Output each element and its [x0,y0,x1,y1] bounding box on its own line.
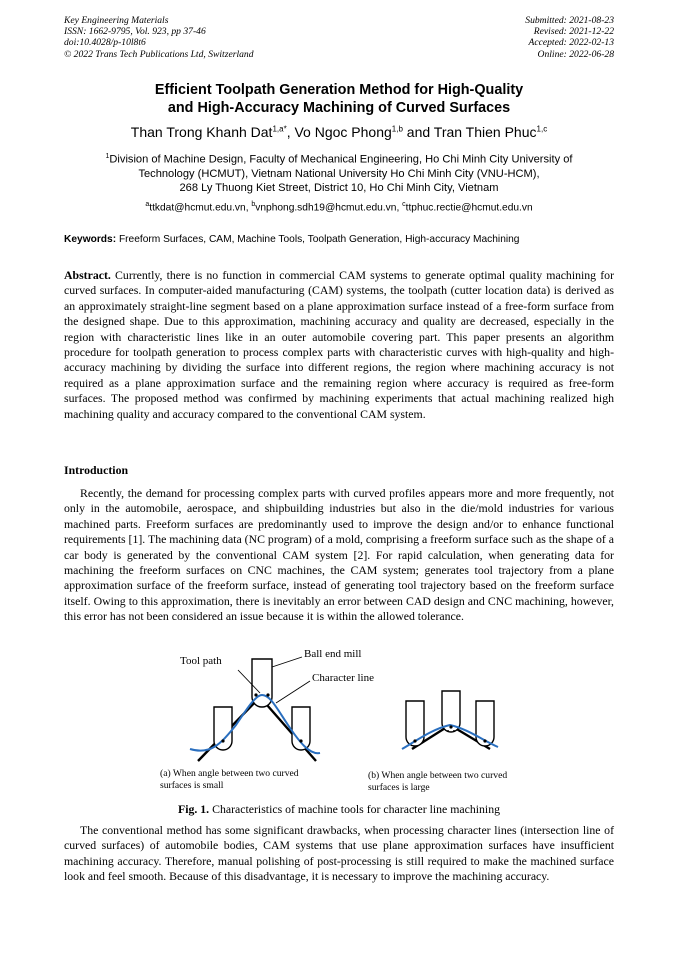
affiliation-sup: 1 [105,153,110,160]
paper-title [40,81,638,117]
email-sup: c [402,201,406,208]
date-submitted: Submitted: 2021-08-23 [525,15,614,26]
subcaption-b [368,770,558,794]
keywords-label: Keywords: [64,234,117,245]
figure-1 [150,645,570,805]
section-heading-introduction: Introduction [64,463,129,477]
affiliation-line-3: 268 Ly Thuong Kiet Street, District 10, Ho Chi Minh City, Vietnam [179,181,499,194]
date-online: Online: 2022-06-28 [537,48,614,60]
figure-caption-label: Fig. 1. [177,802,210,816]
keywords-text: Freeform Surfaces, CAM, Machine Tools, Toolpath Generation, High-accuracy Machining [118,234,520,245]
date-accepted: Accepted: 2022-02-13 [528,37,614,49]
subcaption-b-line-2: surfaces is large [368,782,430,793]
keywords [64,234,618,245]
intro-paragraph-2: The conventional method has some significant drawbacks, when processing character lines (intersection line of curved surfaces) of automobile bodies, CAM systems that use plane approximation surfaces have insufficient machining accuracy. Therefore, manual polishing of post-processing is still required to make the machined surface look and feel smooth. Because of this disadvantage, it is necessary to improve the machining accuracy. [64,823,614,884]
journal-doi[interactable]: doi:10.4028/p-10l8t6 [64,37,146,49]
date-revised: Revised: 2021-12-22 [533,26,614,38]
subcaption-a-line-1: (a) When angle between two curved [160,768,299,779]
author-sup: 1,c [536,124,548,134]
label-ball-end-mill: Ball end mill [304,648,362,660]
abstract-text: Currently, there is no function in commercial CAM systems to generate optimal quality machining for curved surfaces. In computer-aided manufacturing (CAM) systems, the toolpath (cutter location data) is derived as an approximately straight-line segment based on a plane approximation surface instead of a free-form surface from the designed shape. Due to this approximation, machining accuracy and quality are decreased, especially in the region with characteristic lines like in an outer automobile covering part. This paper presents an algorithm procedure for toolpath generation to process complex parts with characteristic curves with high-quality and high-accuracy machining by dividing the surface into different regions, the region where machining accuracy is not required as a plane approximation surface and the remaining region where accuracy is required as free-form surfaces. The proposed method was confirmed by machining experiments that actual machining realized high machining quality and accuracy compared to the conventional CAM system. [64,268,615,421]
author-sup: 1,b [391,124,403,134]
affiliation-line-2: Technology (HCMUT), Vietnam National University Ho Chi Minh City (VNU-HCM), [138,167,540,180]
abstract [64,268,614,422]
figure-1-caption [64,802,614,817]
subcaption-a-line-2: surfaces is small [160,780,224,791]
label-character-line: Character line [312,672,374,684]
email-link[interactable]: ttkdat@hcmut.edu.vn [149,202,246,214]
journal-issn: ISSN: 1662-9795, Vol. 923, pp 37-46 [64,26,206,38]
header-left [64,15,254,60]
author-name: Tran Thien Phuc [433,124,537,140]
email-link[interactable]: vnphong.sdh19@hcmut.edu.vn [255,202,397,214]
author-name: Vo Ngoc Phong [294,124,392,140]
affiliation-line-1: Division of Machine Design, Faculty of Mechanical Engineering, Ho Chi Minh City University of [109,153,573,166]
label-tool-path: Tool path [180,655,222,667]
author-list: Than Trong Khanh Dat$^{1,a*}$, Vo Ngoc Phong$^{1,b}$ and Tran Thien Phuc$^{1,c}$ [130,124,548,140]
intro-paragraph-1: Recently, the demand for processing complex parts with curved profiles appears more and more frequently, not only in the automobile, aerospace, and shipbuilding industries but also in the die/mold industries for various machined parts. Freeform surfaces are predominantly used to improve the design and/or to enhance functional requirements [1]. The machining data (NC program) of a mold, comprising a freeform surface such as the shape of a car body is generated by the conventional CAM system [2]. For rapid calculation, when generating data for machining the freeform surfaces on CNC machines, the CAM system; generates tool trajectory from a plane approximation surface of the freeform surface, instead of generating tool trajectory based on the freeform surface itself. Owing to this approximation, there is inevitably an error between CAD design and CNC machining, however, this error has not been considered an issue because it is within the allowed tolerance. [64,486,614,624]
figure-caption-text: Characteristics of machine tools for character line machining [212,802,501,816]
subcaption-a [160,768,340,792]
journal-copyright: © 2022 Trans Tech Publications Ltd, Switzerland [64,48,254,60]
abstract-label: Abstract. [64,268,111,282]
header-right [525,15,614,60]
title-line-2: and High-Accuracy Machining of Curved Surfaces [167,100,511,116]
email-link[interactable]: ttphuc.rectie@hcmut.edu.vn [405,202,533,214]
figure-leader-lines [238,657,310,703]
author-name: Than Trong Khanh Dat [130,124,273,140]
author-sup: 1,a* [272,124,287,134]
journal-name: Key Engineering Materials [64,15,169,26]
email-list: $^a$ttkdat@hcmut.edu.vn, $^b$vnphong.sdh19@hcmut.edu.vn, $^c$ttphuc.rectie@hcmut.edu.vn [145,201,533,214]
affiliation [50,150,628,195]
subcaption-b-line-1: (b) When angle between two curved [368,770,508,781]
title-line-1: Efficient Toolpath Generation Method for High-Quality [154,82,524,98]
email-sup: b [251,201,256,208]
email-sup: a [145,201,150,208]
